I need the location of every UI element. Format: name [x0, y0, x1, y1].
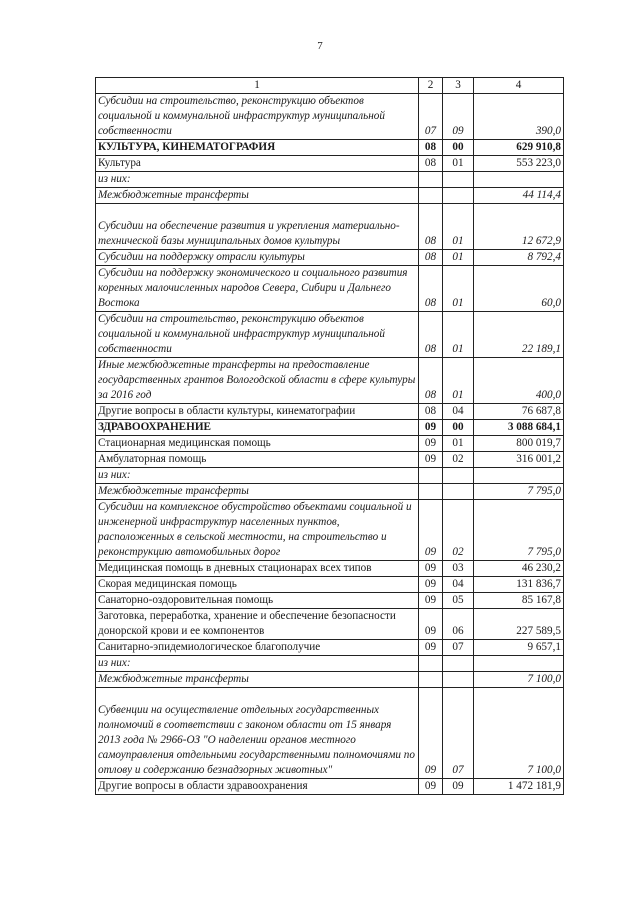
row-section-code [419, 468, 443, 484]
row-amount: 800 019,7 [474, 436, 564, 452]
row-section-code: 08 [419, 404, 443, 420]
row-amount: 8 792,4 [474, 250, 564, 266]
table-row [96, 266, 564, 312]
table-row [96, 188, 564, 204]
table-row [96, 420, 564, 436]
row-section-code: 08 [419, 266, 443, 312]
row-section-code: 08 [419, 156, 443, 172]
table-row [96, 500, 564, 561]
header-col-4: 4 [474, 78, 564, 94]
table-row [96, 358, 564, 404]
row-amount: 3 088 684,1 [474, 420, 564, 436]
row-name-cell: Межбюджетные трансферты [96, 484, 419, 500]
row-name-cell: Субсидии на поддержку экономического и социального развития коренных малочисленных народов Севера, Сибири и Дальнего Востока [96, 266, 419, 312]
row-section-code [419, 188, 443, 204]
row-section-code [419, 484, 443, 500]
table-row [96, 640, 564, 656]
row-section-code: 09 [419, 609, 443, 640]
row-section-code: 09 [419, 577, 443, 593]
row-amount: 46 230,2 [474, 561, 564, 577]
row-section-code: 08 [419, 250, 443, 266]
row-subsection-code [443, 656, 474, 672]
row-section-code: 09 [419, 452, 443, 468]
row-amount: 76 687,8 [474, 404, 564, 420]
row-amount: 9 657,1 [474, 640, 564, 656]
row-name-cell: из них: [96, 468, 419, 484]
row-subsection-code: 02 [443, 452, 474, 468]
row-subsection-code: 09 [443, 779, 474, 795]
row-section-code [419, 656, 443, 672]
row-name-cell: Санаторно-оздоровительная помощь [96, 593, 419, 609]
row-section-code: 09 [419, 779, 443, 795]
row-section-code: 09 [419, 420, 443, 436]
row-subsection-code: 01 [443, 312, 474, 358]
row-subsection-code: 01 [443, 156, 474, 172]
row-amount: 131 836,7 [474, 577, 564, 593]
table-row [96, 561, 564, 577]
row-subsection-code: 00 [443, 420, 474, 436]
row-amount: 390,0 [474, 94, 564, 140]
row-name-cell: Другие вопросы в области здравоохранения [96, 779, 419, 795]
table-row [96, 577, 564, 593]
row-subsection-code: 01 [443, 250, 474, 266]
row-name-cell: Скорая медицинская помощь [96, 577, 419, 593]
row-name-cell: Санитарно-эпидемиологическое благополучие [96, 640, 419, 656]
row-amount: 1 472 181,9 [474, 779, 564, 795]
row-name-cell: Субсидии на комплексное обустройство объектами социальной и инженерной инфраструктур населенных пунктов, расположенных в сельской местности, на строительство и реконструкцию автомобильных дорог [96, 500, 419, 561]
row-subsection-code: 07 [443, 688, 474, 779]
header-col-2: 2 [419, 78, 443, 94]
row-name-cell: ЗДРАВООХРАНЕНИЕ [96, 420, 419, 436]
budget-table [95, 77, 564, 795]
row-name-cell: Субсидии на строительство, реконструкцию объектов социальной и коммунальной инфраструктур муниципальной собственности [96, 94, 419, 140]
row-section-code: 09 [419, 593, 443, 609]
row-subsection-code [443, 188, 474, 204]
row-name-cell: Субвенции на осуществление отдельных государственных полномочий в соответствии с законом области от 15 января 2013 года № 2966-ОЗ "О наделении органов местного самоуправления отдельными государственными полномочиями по отлову и содержанию безнадзорных животных" [96, 688, 419, 779]
row-name-cell: Другие вопросы в области культуры, кинематографии [96, 404, 419, 420]
row-subsection-code: 01 [443, 266, 474, 312]
row-amount: 553 223,0 [474, 156, 564, 172]
row-amount [474, 468, 564, 484]
row-subsection-code: 05 [443, 593, 474, 609]
row-subsection-code [443, 484, 474, 500]
table-row [96, 779, 564, 795]
table-row [96, 94, 564, 140]
row-subsection-code: 07 [443, 640, 474, 656]
row-name-cell: Межбюджетные трансферты [96, 188, 419, 204]
row-section-code: 08 [419, 140, 443, 156]
row-name-cell: Стационарная медицинская помощь [96, 436, 419, 452]
row-amount: 316 001,2 [474, 452, 564, 468]
table-row [96, 140, 564, 156]
row-section-code: 09 [419, 688, 443, 779]
row-section-code: 08 [419, 358, 443, 404]
row-section-code: 07 [419, 94, 443, 140]
row-section-code: 08 [419, 204, 443, 250]
row-section-code: 08 [419, 312, 443, 358]
table-row [96, 204, 564, 250]
row-subsection-code: 03 [443, 561, 474, 577]
row-amount: 44 114,4 [474, 188, 564, 204]
row-amount: 22 189,1 [474, 312, 564, 358]
row-subsection-code: 04 [443, 577, 474, 593]
row-subsection-code: 01 [443, 204, 474, 250]
row-subsection-code: 01 [443, 436, 474, 452]
row-amount: 7 795,0 [474, 500, 564, 561]
row-subsection-code: 06 [443, 609, 474, 640]
header-col-1: 1 [96, 78, 419, 94]
row-amount [474, 172, 564, 188]
row-subsection-code: 04 [443, 404, 474, 420]
row-subsection-code [443, 672, 474, 688]
table-row [96, 656, 564, 672]
page-number: 7 [317, 40, 323, 52]
table-row [96, 688, 564, 779]
table-row [96, 484, 564, 500]
row-amount: 7 795,0 [474, 484, 564, 500]
row-section-code: 09 [419, 561, 443, 577]
header-col-3: 3 [443, 78, 474, 94]
row-amount: 85 167,8 [474, 593, 564, 609]
row-subsection-code: 01 [443, 358, 474, 404]
table-header-row [96, 78, 564, 94]
table-row [96, 250, 564, 266]
row-name-cell: КУЛЬТУРА, КИНЕМАТОГРАФИЯ [96, 140, 419, 156]
row-name-cell: Иные межбюджетные трансферты на предоставление государственных грантов Вологодской области в сфере культуры за 2016 год [96, 358, 419, 404]
row-amount: 60,0 [474, 266, 564, 312]
row-amount: 7 100,0 [474, 672, 564, 688]
row-subsection-code [443, 172, 474, 188]
table-row [96, 436, 564, 452]
table-row [96, 468, 564, 484]
table-row [96, 156, 564, 172]
row-subsection-code: 02 [443, 500, 474, 561]
row-section-code: 09 [419, 640, 443, 656]
table-row [96, 593, 564, 609]
row-name-cell: Межбюджетные трансферты [96, 672, 419, 688]
row-name-cell: Субсидии на строительство, реконструкцию объектов социальной и коммунальной инфраструктур муниципальной собственности [96, 312, 419, 358]
row-section-code: 09 [419, 500, 443, 561]
row-name-cell: из них: [96, 172, 419, 188]
table-row [96, 404, 564, 420]
table-row [96, 452, 564, 468]
row-name-cell: Субсидии на обеспечение развития и укрепления материально-технической базы муниципальных домов культуры [96, 204, 419, 250]
row-subsection-code [443, 468, 474, 484]
row-name-cell: Субсидии на поддержку отрасли культуры [96, 250, 419, 266]
row-section-code: 09 [419, 436, 443, 452]
row-amount [474, 656, 564, 672]
row-name-cell: Амбулаторная помощь [96, 452, 419, 468]
row-name-cell: Медицинская помощь в дневных стационарах всех типов [96, 561, 419, 577]
row-name-cell: Культура [96, 156, 419, 172]
row-amount: 7 100,0 [474, 688, 564, 779]
row-amount: 629 910,8 [474, 140, 564, 156]
row-amount: 227 589,5 [474, 609, 564, 640]
row-subsection-code: 09 [443, 94, 474, 140]
row-name-cell: Заготовка, переработка, хранение и обеспечение безопасности донорской крови и ее компонентов [96, 609, 419, 640]
row-section-code [419, 172, 443, 188]
table-row [96, 672, 564, 688]
row-amount: 12 672,9 [474, 204, 564, 250]
row-amount: 400,0 [474, 358, 564, 404]
table-row [96, 172, 564, 188]
row-subsection-code: 00 [443, 140, 474, 156]
row-section-code [419, 672, 443, 688]
table-row [96, 312, 564, 358]
table-row [96, 609, 564, 640]
row-name-cell: из них: [96, 656, 419, 672]
